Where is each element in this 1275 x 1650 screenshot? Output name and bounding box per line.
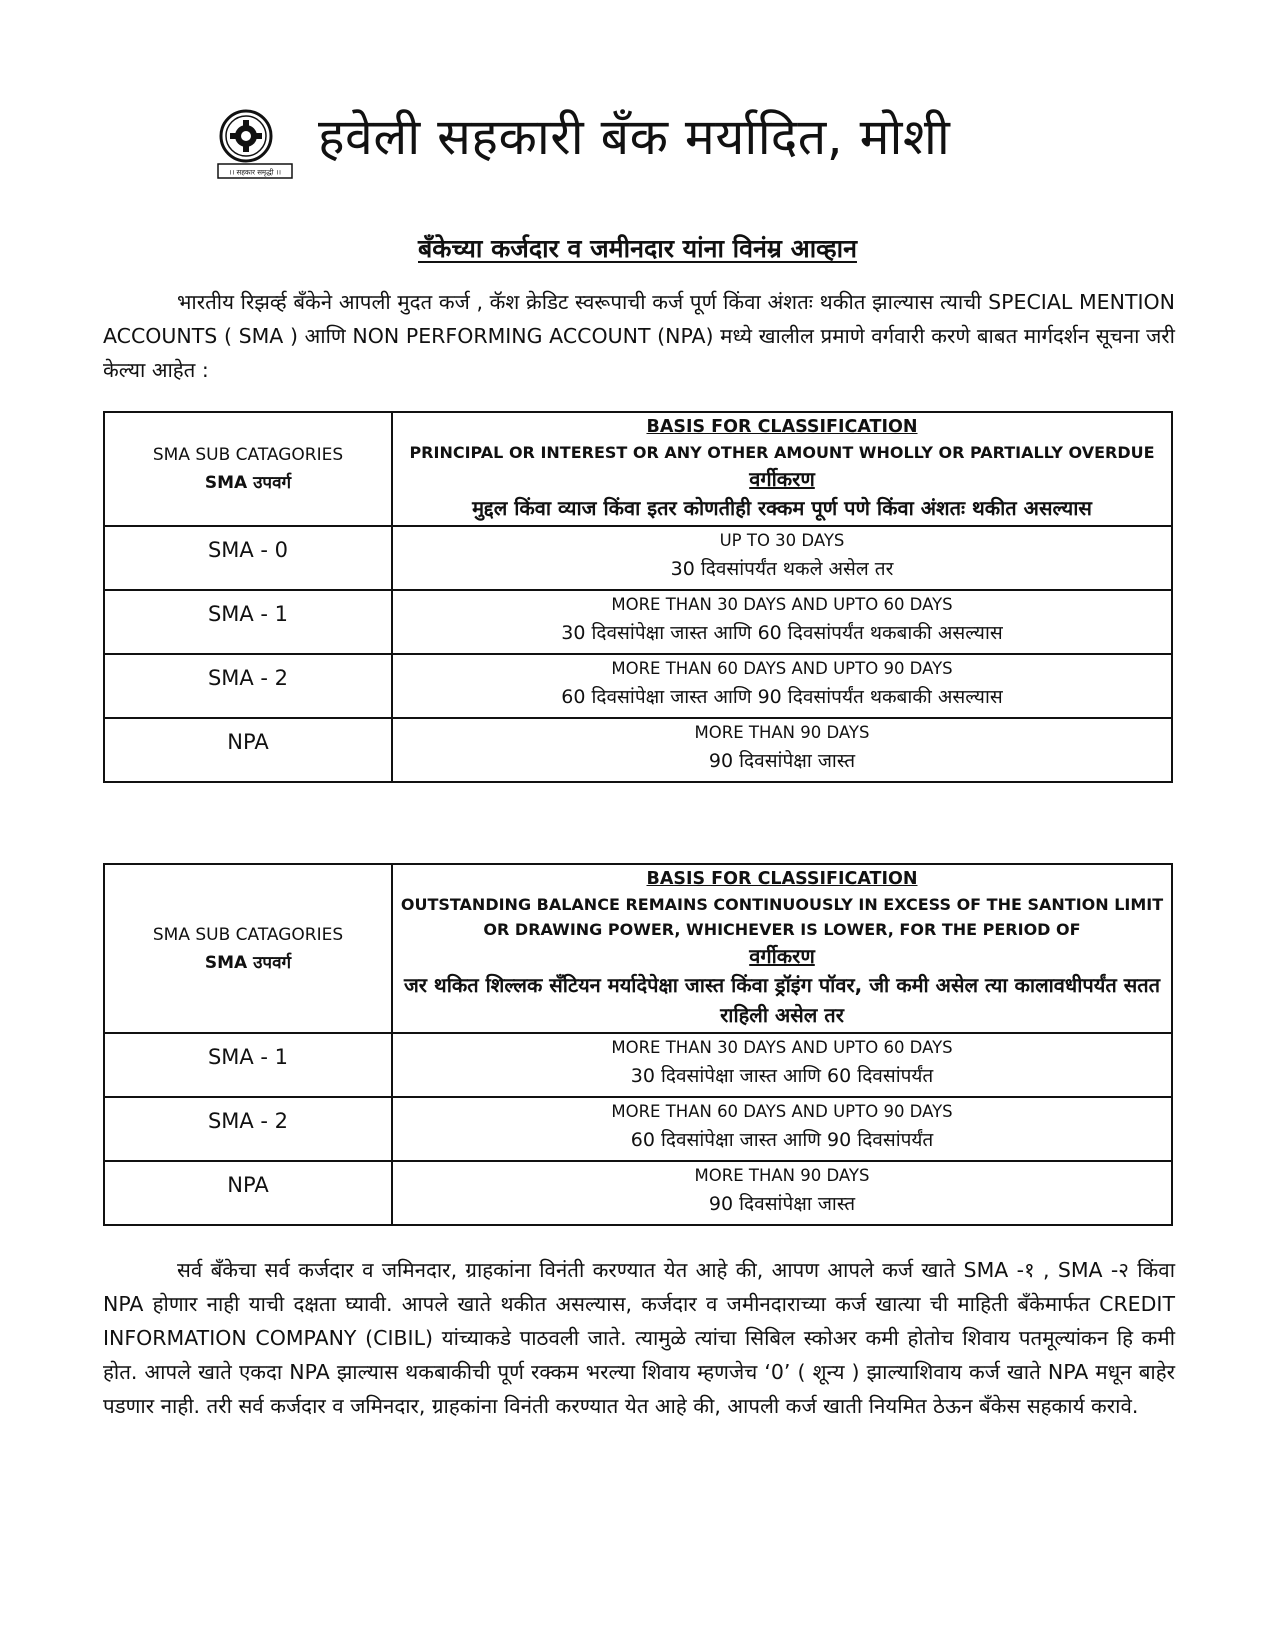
closing-text: सर्व बँकेचा सर्व कर्जदार व जमिनदार, ग्राहकांना विनंती करण्यात येत आहे की, आपण आपले कर्ज खाते SMA -१ , SMA -२ किंवा NPA होणार नाही याची दक्षता घ्यावी. आपले खाते थकीत असल्यास, कर्जदार व जमीनदाराच्या कर्ज खात्या ची माहिती बँकेमार्फत CREDIT INFORMATION COMPANY (CIBIL) यांच्याकडे पाठवली जाते. त्यामुळे त्यांचा सिबिल स्कोअर कमी होतोच शिवाय पतमूल्यांकन हि कमी होत. आपले खाते एकदा NPA झाल्यास थकबाकीची पूर्ण रक्कम भरल्या शिवाय म्हणजेच ‘0’ ( शून्य ) झाल्याशिवाय कर्ज खाते NPA मधून बाहेर पडणार नाही. तरी सर्व कर्जदार व जमिनदार, ग्राहकांना विनंती करण्यात येत आहे की, आपली कर्ज खाती नियमित ठेऊन बँकेस सहकार्य करावे. [103, 1258, 1175, 1418]
table-row [104, 1097, 1172, 1161]
row-basis: MORE THAN 30 DAYS AND UPTO 60 DAYS 30 दिवसांपेक्षा जास्त आणि 60 दिवसांपर्यंत थकबाकी असल्यास [392, 590, 1172, 654]
intro-text: भारतीय रिझर्व्ह बँकेने आपली मुदत कर्ज , कॅश क्रेडिट स्वरूपाची कर्ज पूर्ण किंवा अंशतः थकीत झाल्यास त्याची SPECIAL MENTION ACCOUNTS ( SMA ) आणि NON PERFORMING ACCOUNT (NPA) मध्ये खालील प्रमाणे वर्गवारी करणे बाबत मार्गदर्शन सूचना जरी केल्या आहेत : [103, 290, 1175, 382]
row-basis: MORE THAN 60 DAYS AND UPTO 90 DAYS 60 दिवसांपेक्षा जास्त आणि 90 दिवसांपर्यंत थकबाकी असल्यास [392, 654, 1172, 718]
row-basis: MORE THAN 30 DAYS AND UPTO 60 DAYS 30 दिवसांपेक्षा जास्त आणि 60 दिवसांपर्यंत [392, 1033, 1172, 1097]
basis-header: BASIS FOR CLASSIFICATION PRINCIPAL OR INTEREST OR ANY OTHER AMOUNT WHOLLY OR PARTIALLY OVERDUE वर्गीकरण मुद्दल किंवा व्याज किंवा इतर कोणतीही रक्कम पूर्ण पणे किंवा अंशतः थकीत असल्यास [392, 412, 1172, 526]
logo-motto: ।। सहकार समृद्धी ।। [228, 168, 282, 177]
intro-paragraph [103, 285, 1175, 387]
table-header-row [104, 412, 1172, 526]
row-category: NPA [104, 1161, 392, 1225]
table-row [104, 1161, 1172, 1225]
table-row [104, 654, 1172, 718]
table-row [104, 718, 1172, 782]
row-category: SMA - 2 [104, 1097, 392, 1161]
row-basis: MORE THAN 60 DAYS AND UPTO 90 DAYS 60 दिवसांपेक्षा जास्त आणि 90 दिवसांपर्यंत [392, 1097, 1172, 1161]
outstanding-balance-classification-table [103, 863, 1173, 1226]
table-row [104, 526, 1172, 590]
bank-name: हवेली सहकारी बँक मर्यादित, मोशी [318, 108, 951, 166]
letterhead [0, 100, 1275, 190]
row-category: SMA - 2 [104, 654, 392, 718]
overdue-classification-table [103, 411, 1173, 783]
basis-header: BASIS FOR CLASSIFICATION OUTSTANDING BALANCE REMAINS CONTINUOUSLY IN EXCESS OF THE SANTION LIMIT OR DRAWING POWER, WHICHEVER IS LOWER, FOR THE PERIOD OF वर्गीकरण जर थकित शिल्लक सॅंटियन मर्यादेपेक्षा जास्त किंवा ड्रॉइंग पॉवर, जी कमी असेल त्या कालावधीपर्यंत सतत राहिली असेल तर [392, 864, 1172, 1033]
row-category: SMA - 1 [104, 1033, 392, 1097]
row-category: SMA - 0 [104, 526, 392, 590]
category-header: SMA SUB CATAGORIES SMA उपवर्ग [104, 412, 392, 526]
notice-heading: बँकेच्या कर्जदार व जमीनदार यांना विनंम्र आव्हान [418, 234, 857, 263]
row-basis: UP TO 30 DAYS 30 दिवसांपर्यंत थकले असेल तर [392, 526, 1172, 590]
category-header: SMA SUB CATAGORIES SMA उपवर्ग [104, 864, 392, 1033]
row-basis: MORE THAN 90 DAYS 90 दिवसांपेक्षा जास्त [392, 1161, 1172, 1225]
table-row [104, 1033, 1172, 1097]
table-row [104, 590, 1172, 654]
row-category: NPA [104, 718, 392, 782]
bank-logo-icon [212, 106, 296, 184]
row-category: SMA - 1 [104, 590, 392, 654]
table-header-row [104, 864, 1172, 1033]
row-basis: MORE THAN 90 DAYS 90 दिवसांपेक्षा जास्त [392, 718, 1172, 782]
closing-paragraph [103, 1253, 1175, 1423]
